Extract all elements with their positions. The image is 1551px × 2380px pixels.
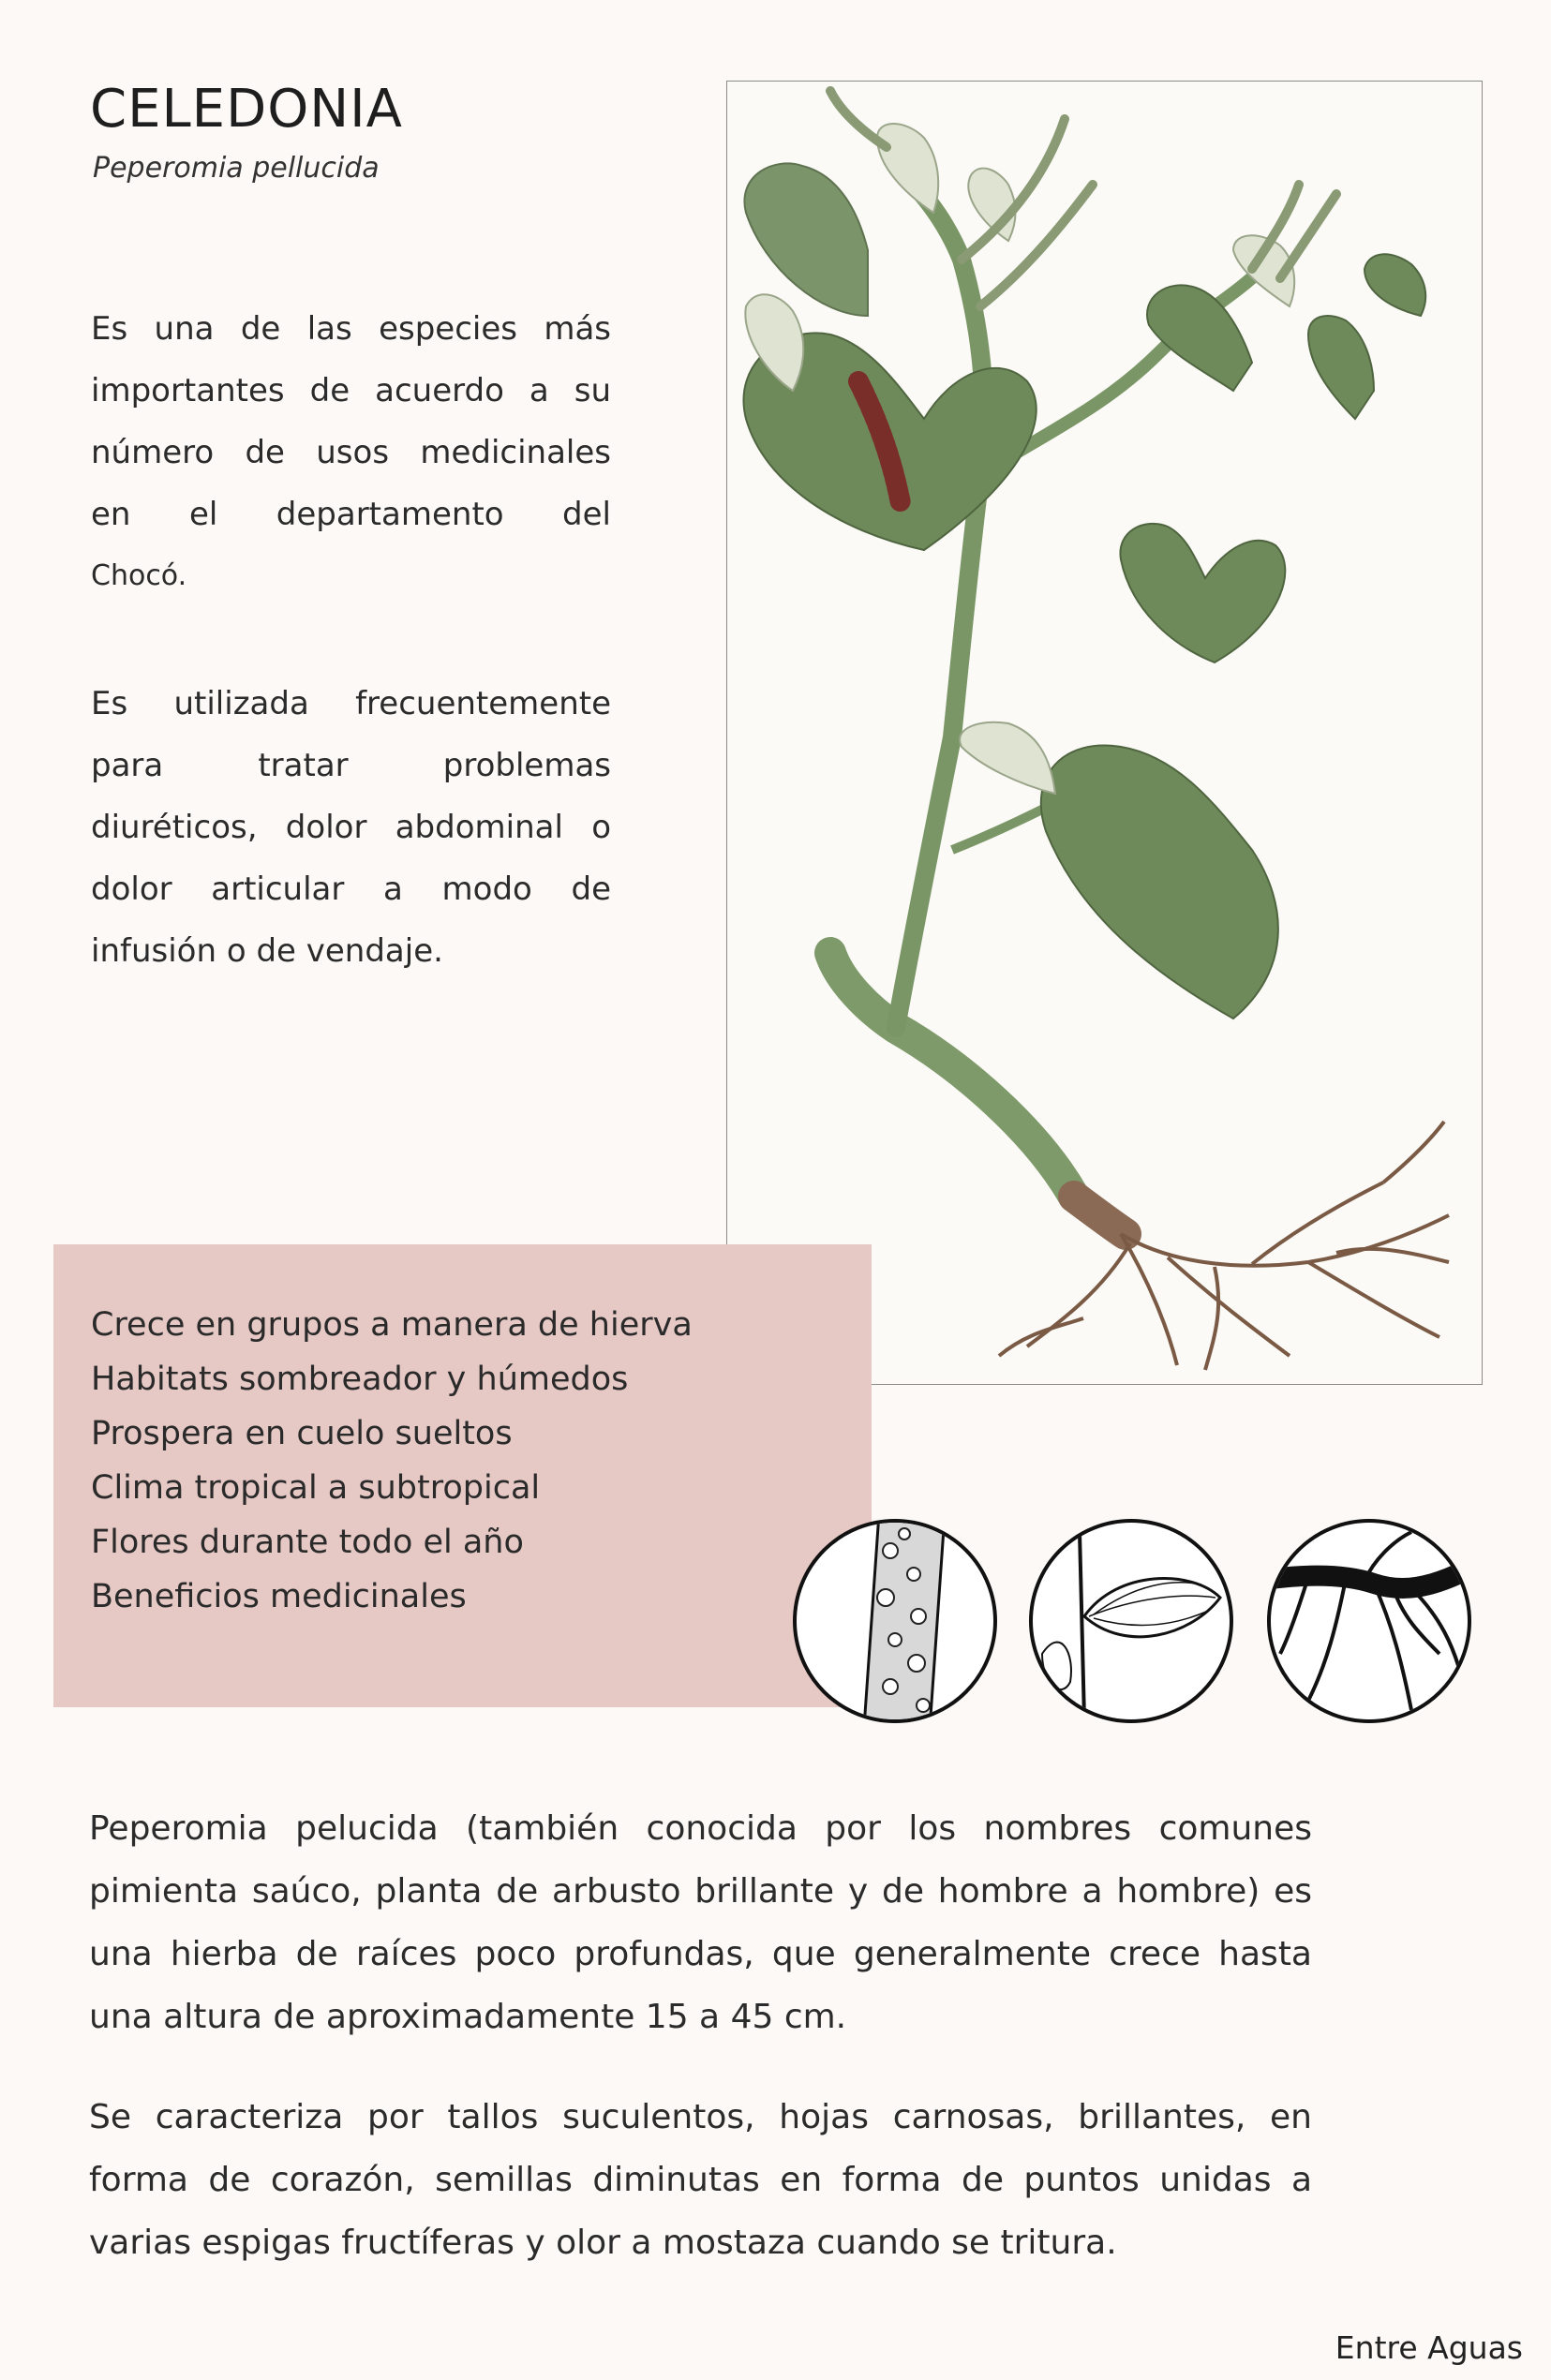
text-line: pimienta saúco, planta de arbusto brillante y de hombre a hombre) es [89, 1872, 1312, 1911]
botanical-plate-illustration [726, 81, 1483, 1385]
fact-item: Habitats sombreador y húmedos [91, 1361, 629, 1398]
text-line: una hierba de raíces poco profundas, que generalmente crece hasta [89, 1935, 1312, 1973]
text-line: Es utilizada frecuentemente [91, 685, 611, 722]
intro-paragraph-2 [91, 673, 611, 982]
stem-detail-icon [793, 1519, 997, 1723]
fact-item: Crece en grupos a manera de hierva [91, 1306, 693, 1344]
text-line: varias espigas fructíferas y olor a mostaza cuando se tritura. [89, 2224, 1117, 2262]
scientific-name: Peperomia pellucida [93, 152, 380, 185]
text-line: Es una de las especies más [91, 310, 611, 348]
page-title: CELEDONIA [90, 79, 403, 140]
text-line: una altura de aproximadamente 15 a 45 cm. [89, 1998, 847, 2036]
text-line: Peperomia pelucida (también conocida por los nombres comunes [89, 1809, 1312, 1848]
description-paragraph-1 [89, 1797, 1312, 2048]
leaf-detail-icon [1029, 1519, 1233, 1723]
fact-item: Flores durante todo el año [91, 1524, 524, 1561]
description-paragraph-2 [89, 2086, 1312, 2274]
text-line: infusión o de vendaje. [91, 932, 443, 970]
text-line: Se caracteriza por tallos suculentos, hojas carnosas, brillantes, en [89, 2098, 1312, 2136]
intro-paragraph-1 [91, 298, 611, 607]
text-line: en el departamento del [91, 496, 611, 533]
text-line: para tratar problemas [91, 747, 611, 784]
fact-item: Clima tropical a subtropical [91, 1469, 541, 1507]
fact-item: Prospera en cuelo sueltos [91, 1415, 513, 1452]
text-line: importantes de acuerdo a su [91, 372, 611, 409]
text-line: dolor articular a modo de [91, 870, 611, 908]
fact-item: Beneficios medicinales [91, 1578, 467, 1615]
text-line: diuréticos, dolor abdominal o [91, 809, 611, 846]
facts-list [91, 1298, 693, 1624]
root-detail-icon [1267, 1519, 1471, 1723]
text-line: Chocó. [91, 559, 187, 592]
text-line: número de usos medicinales [91, 434, 611, 471]
footer-brand: Entre Aguas [1335, 2329, 1523, 2366]
text-line: forma de corazón, semillas diminutas en forma de puntos unidas a [89, 2161, 1312, 2199]
